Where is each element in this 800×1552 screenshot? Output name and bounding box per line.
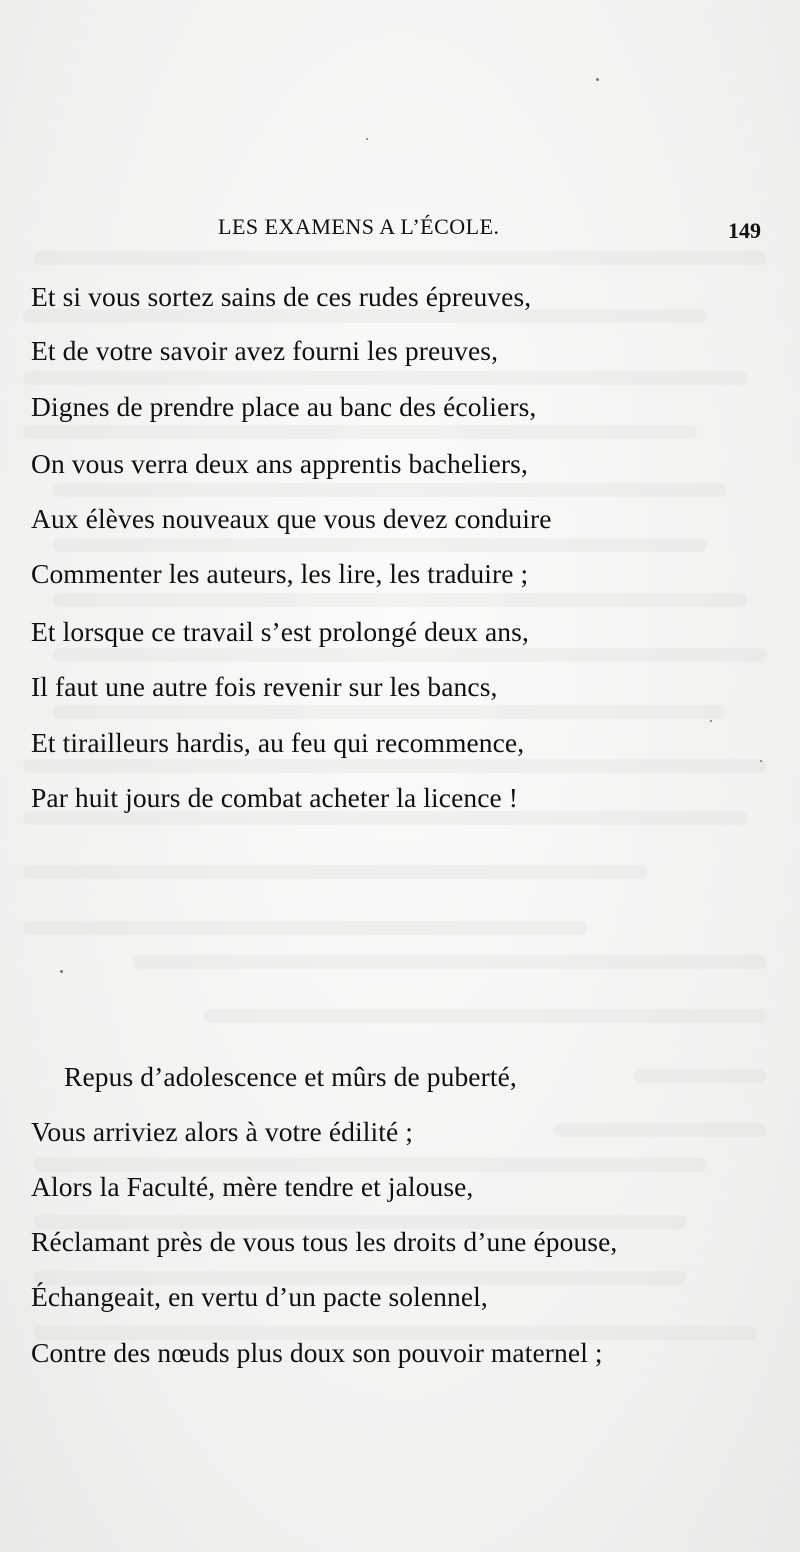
verse-line: Et de votre savoir avez fourni les preuves, bbox=[31, 335, 499, 366]
verse-line: Et lorsque ce travail s’est prolongé deux ans, bbox=[31, 616, 529, 647]
verse-line: Réclamant près de vous tous les droits d’une épouse, bbox=[31, 1226, 618, 1257]
paper-speck bbox=[596, 78, 599, 81]
verse-line: Repus d’adolescence et mûrs de puberté, bbox=[64, 1061, 517, 1092]
page-number: 149 bbox=[728, 218, 761, 243]
verse-line: Il faut une autre fois revenir sur les bancs, bbox=[31, 671, 498, 702]
verse-line: Vous arriviez alors à votre édilité ; bbox=[31, 1116, 413, 1147]
paper-speck bbox=[710, 720, 712, 722]
running-title: LES EXAMENS A L’ÉCOLE. bbox=[218, 214, 500, 239]
paper-speck bbox=[366, 138, 368, 140]
verse-line: Et tirailleurs hardis, au feu qui recommence, bbox=[31, 727, 525, 758]
verse-line: Échangeait, en vertu d’un pacte solennel, bbox=[31, 1281, 488, 1312]
verse-line: Dignes de prendre place au banc des écoliers, bbox=[31, 391, 537, 422]
verse-line: Alors la Faculté, mère tendre et jalouse, bbox=[31, 1171, 474, 1202]
verse-line: Contre des nœuds plus doux son pouvoir maternel ; bbox=[31, 1337, 603, 1368]
verse-line: Aux élèves nouveaux que vous devez conduire bbox=[31, 503, 552, 534]
paper-speck bbox=[60, 970, 63, 973]
verse-line: On vous verra deux ans apprentis bacheliers, bbox=[31, 448, 528, 479]
verse-line: Par huit jours de combat acheter la licence ! bbox=[31, 782, 519, 813]
verse-line: Et si vous sortez sains de ces rudes épreuves, bbox=[31, 281, 532, 312]
paper-speck bbox=[760, 760, 762, 762]
running-header bbox=[0, 214, 800, 254]
verse-line: Commenter les auteurs, les lire, les traduire ; bbox=[31, 558, 529, 589]
